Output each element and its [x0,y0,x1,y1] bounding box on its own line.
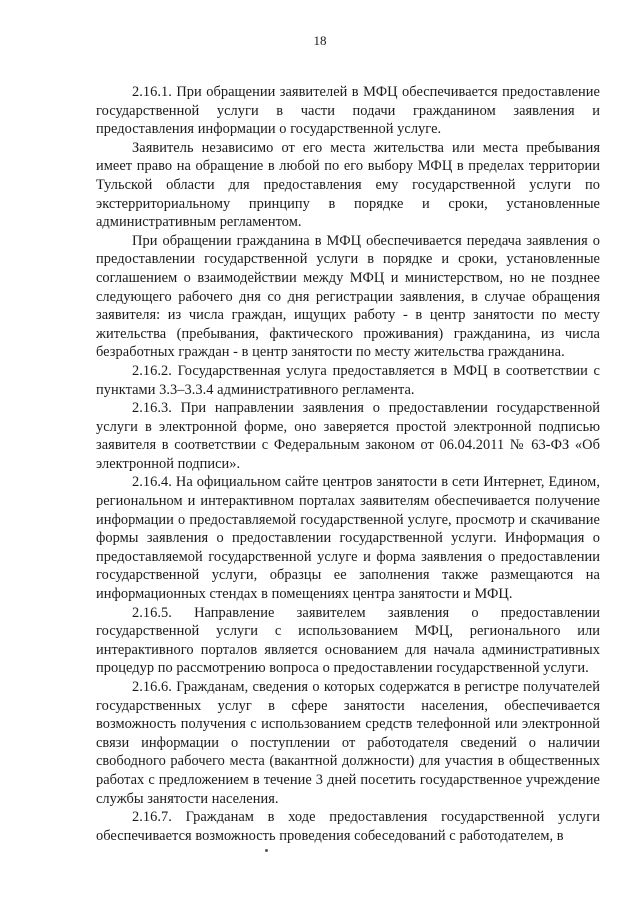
document-body [96,83,600,845]
paragraph-2-16-5: 2.16.5. Направление заявителем заявления о предоставлении государственной услуги с использованием МФЦ, регионального или интерактивного порталов является основанием для начала административных процедур по рассмотрению вопроса о предоставлении государственной услуги. [96,604,600,677]
paragraph-extraterritorial: Заявитель независимо от его места жительства или места пребывания имеет право на обращение в любой по его выбору МФЦ в пределах территории Тульской области для предоставления ему государственной услуги по экстерриториальному принципу в порядке и сроки, установленные административным регламентом. [96,139,600,231]
paragraph-2-16-2: 2.16.2. Государственная услуга предоставляется в МФЦ в соответствии с пунктами 3.3–3.3.4 административного регламента. [96,362,600,398]
paragraph-2-16-1: 2.16.1. При обращении заявителей в МФЦ обеспечивается предоставление государственной услуги в части подачи гражданином заявления и предоставления информации о государственной услуге. [96,84,600,138]
paragraph-2-16-7: 2.16.7. Гражданам в ходе предоставления государственной услуги обеспечивается возможность проведения собеседований с работодателем, в [96,809,600,844]
page-number: 18 [313,33,327,48]
paragraph-transfer: При обращении гражданина в МФЦ обеспечивается передача заявления о предоставлении государственной услуги в порядке и сроки, установленные соглашением о взаимодействии между МФЦ и министерством, но не позднее следующего рабочего дня со дня регистрации заявления, в случае обращения заявителя: из числа граждан, ищущих работу - в центр занятости по месту жительства (пребывания, фактического проживания) гражданина, из числа безработных граждан - в центр занятости по месту жительства гражданина. [96,232,600,361]
paragraph-2-16-3: 2.16.3. При направлении заявления о предоставлении государственной услуги в электронной форме, оно заверяется простой электронной подписью заявителя в соответствии с Федеральным законом от 06.04.2011 № 63-ФЗ «Об электронной подписи». [96,400,600,472]
scan-speck [265,849,268,852]
paragraph-2-16-4: 2.16.4. На официальном сайте центров занятости в сети Интернет, Едином, региональном и интерактивном порталах заявителям обеспечивается получение информации о предоставляемой государственной услуге, просмотр и скачивание формы заявления о предоставлении государственной услуги. Информация о предоставляемой государственной услуге и форма заявления о предоставлении государственной услуги, образцы ее заполнения также размещаются на информационных стендах в помещениях центра занятости и МФЦ. [96,474,600,603]
paragraph-2-16-6: 2.16.6. Гражданам, сведения о которых содержатся в регистре получателей государственных услуг в сфере занятости населения, обеспечивается возможность получения с использованием средств телефонной или электронной связи информации о поступлении от работодателя сведений о наличии свободного рабочего места (вакантной должности) для участия в общественных работах с предложением в течение 3 дней посетить государственное учреждение службы занятости населения. [96,679,600,807]
